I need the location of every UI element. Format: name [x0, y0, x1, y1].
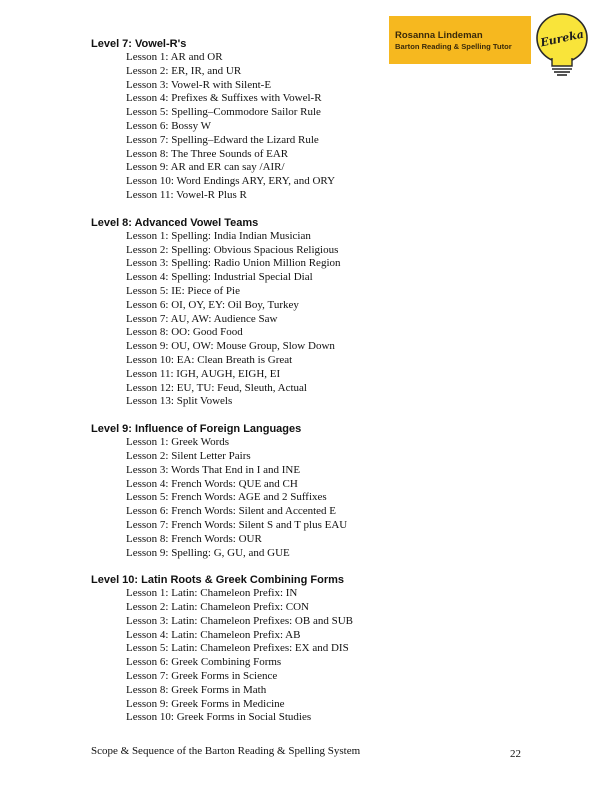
lesson-list	[91, 51, 561, 203]
level-title: Level 9: Influence of Foreign Languages	[91, 423, 302, 436]
scope-sequence-content	[91, 38, 561, 739]
lesson-item: Lesson 8: The Three Sounds of EAR	[126, 147, 289, 160]
lesson-item: Lesson 6: French Words: Silent and Accented E	[126, 505, 337, 518]
bulb-word: Eureka	[539, 27, 585, 50]
lesson-list	[91, 436, 561, 560]
lesson-item: Lesson 10: Word Endings ARY, ERY, and ORY	[126, 175, 336, 188]
lesson-item: Lesson 4: Prefixes & Suffixes with Vowel-R	[126, 92, 322, 105]
lesson-item: Lesson 3: Words That End in I and INE	[126, 463, 301, 476]
lesson-item: Lesson 10: Greek Forms in Social Studies	[126, 711, 312, 724]
lesson-item: Lesson 6: OI, OY, EY: Oil Boy, Turkey	[126, 298, 299, 311]
logo-tagline: Barton Reading & Spelling Tutor	[395, 42, 512, 51]
lesson-item: Lesson 8: OO: Good Food	[126, 326, 243, 339]
level-section	[91, 38, 561, 203]
page-number: 22	[510, 748, 521, 760]
lesson-item: Lesson 2: ER, IR, and UR	[126, 64, 242, 77]
lesson-item: Lesson 1: Latin: Chameleon Prefix: IN	[126, 587, 298, 600]
lesson-item: Lesson 9: Spelling: G, GU, and GUE	[126, 546, 290, 559]
lesson-item: Lesson 9: Greek Forms in Medicine	[126, 697, 285, 710]
lesson-item: Lesson 6: Bossy W	[126, 119, 212, 132]
lesson-item: Lesson 5: IE: Piece of Pie	[126, 284, 240, 297]
lesson-item: Lesson 4: Spelling: Industrial Special Dial	[126, 271, 313, 284]
lesson-item: Lesson 5: Spelling–Commodore Sailor Rule	[126, 106, 321, 119]
level-section	[91, 423, 561, 560]
lesson-item: Lesson 13: Split Vowels	[126, 395, 233, 408]
lesson-item: Lesson 1: Greek Words	[126, 436, 230, 449]
lesson-item: Lesson 5: French Words: AGE and 2 Suffixes	[126, 491, 327, 504]
lesson-item: Lesson 12: EU, TU: Feud, Sleuth, Actual	[126, 381, 307, 394]
logo-name: Rosanna Lindeman	[395, 30, 483, 41]
lesson-item: Lesson 7: AU, AW: Audience Saw	[126, 312, 278, 325]
lesson-item: Lesson 7: French Words: Silent S and T plus EAU	[126, 518, 348, 531]
lesson-item: Lesson 7: Spelling–Edward the Lizard Rule	[126, 133, 319, 146]
lesson-item: Lesson 9: AR and ER can say /AIR/	[126, 161, 285, 174]
lesson-item: Lesson 11: IGH, AUGH, EIGH, EI	[126, 367, 281, 380]
lesson-item: Lesson 5: Latin: Chameleon Prefixes: EX and DIS	[126, 642, 349, 655]
level-title: Level 8: Advanced Vowel Teams	[91, 216, 259, 229]
lesson-item: Lesson 3: Spelling: Radio Union Million Region	[126, 257, 341, 270]
level-title: Level 7: Vowel-R's	[91, 38, 187, 50]
lesson-item: Lesson 1: AR and OR	[126, 51, 223, 63]
lesson-item: Lesson 4: Latin: Chameleon Prefix: AB	[126, 628, 301, 641]
footer-text: Scope & Sequence of the Barton Reading & Spelling System	[91, 745, 361, 757]
lesson-item: Lesson 3: Vowel-R with Silent-E	[126, 78, 272, 91]
level-section	[91, 217, 561, 409]
lesson-item: Lesson 2: Spelling: Obvious Spacious Religious	[126, 243, 339, 256]
lesson-item: Lesson 4: French Words: QUE and CH	[126, 477, 298, 490]
lesson-item: Lesson 7: Greek Forms in Science	[126, 670, 278, 683]
lesson-item: Lesson 6: Greek Combining Forms	[126, 656, 282, 669]
lesson-item: Lesson 11: Vowel-R Plus R	[126, 188, 247, 201]
lesson-list	[91, 587, 561, 725]
lesson-item: Lesson 2: Latin: Chameleon Prefix: CON	[126, 601, 309, 614]
lesson-item: Lesson 8: Greek Forms in Math	[126, 683, 267, 696]
lesson-item: Lesson 8: French Words: OUR	[126, 532, 262, 545]
lesson-list	[91, 230, 561, 409]
level-section	[91, 574, 561, 725]
lesson-item: Lesson 9: OU, OW: Mouse Group, Slow Down	[126, 340, 335, 353]
lesson-item: Lesson 2: Silent Letter Pairs	[126, 449, 251, 462]
lesson-item: Lesson 10: EA: Clean Breath is Great	[126, 353, 293, 366]
lesson-item: Lesson 3: Latin: Chameleon Prefixes: OB and SUB	[126, 614, 353, 627]
level-title: Level 10: Latin Roots & Greek Combining Forms	[91, 574, 345, 587]
lesson-item: Lesson 1: Spelling: India Indian Musician	[126, 229, 311, 242]
